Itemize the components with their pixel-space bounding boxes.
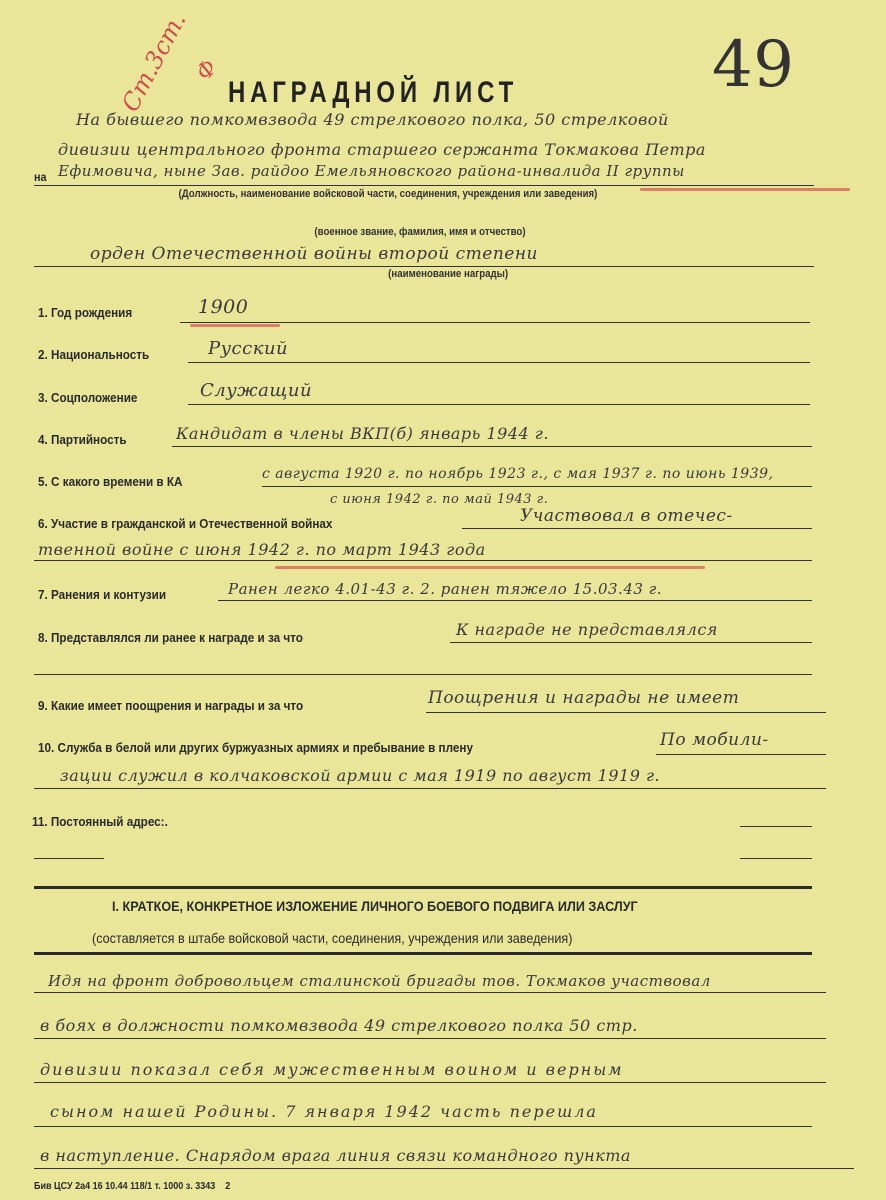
merit-line-4: сыном нашей Родины. 7 января 1942 часть перешла xyxy=(50,1102,598,1121)
form-rule-line xyxy=(34,1038,826,1039)
field-value-birth-year: 1900 xyxy=(198,296,249,318)
award-name: орден Отечественной войны второй степени xyxy=(90,244,538,264)
field-value-war-participation: Участвовал в отечес- xyxy=(520,506,733,526)
field-label-social-status: 3. Соцположение xyxy=(38,390,138,405)
field-value-war-participation-2: твенной войне с июня 1942 г. по март 1943 года xyxy=(38,540,486,559)
red-underline xyxy=(275,566,705,569)
section-subheading: (составляется в штабе войсковой части, соединения, учреждения или заведения) xyxy=(92,930,573,946)
form-rule-line xyxy=(34,560,812,561)
form-rule-line xyxy=(740,826,812,827)
field-value-previous-awards: К награде не представлялся xyxy=(456,620,718,639)
field-value-wounds: Ранен легко 4.01-43 г. 2. ранен тяжело 15.03.43 г. xyxy=(228,580,663,598)
red-underline xyxy=(190,324,280,327)
field-label-commendations: 9. Какие имеет поощрения и награды и за что xyxy=(38,698,304,713)
red-annotation-2: Ф xyxy=(191,55,223,86)
section-heading: I. КРАТКОЕ, КОНКРЕТНОЕ ИЗЛОЖЕНИЕ ЛИЧНОГО БОЕВОГО ПОДВИГА ИЛИ ЗАСЛУГ xyxy=(112,898,638,914)
form-rule-line xyxy=(180,322,810,323)
form-rule-line xyxy=(740,858,812,859)
field-label-white-army: 10. Служба в белой или других буржуазных армиях и пребывание в плену xyxy=(38,740,473,755)
form-rule-line xyxy=(34,992,826,993)
field-value-social-status: Служащий xyxy=(200,380,313,401)
document-title: НАГРАДНОЙ ЛИСТ xyxy=(228,76,519,109)
merit-line-3: дивизии показал себя мужественным воином и верным xyxy=(40,1060,624,1079)
form-rule-line xyxy=(34,266,814,267)
field-label-address: 11. Постоянный адрес:. xyxy=(32,814,168,829)
field-label-wounds: 7. Ранения и контузии xyxy=(38,587,167,602)
form-rule-line xyxy=(34,952,812,955)
print-footer: Бив ЦСУ 2а4 16 10.44 118/1 т. 1000 з. 3343 2 xyxy=(34,1181,231,1192)
field-value-service-since: с августа 1920 г. по ноябрь 1923 г., с мая 1937 г. по июнь 1939, xyxy=(262,466,774,482)
form-rule-line xyxy=(462,528,812,529)
caption-award: (наименование награды) xyxy=(388,268,509,280)
form-rule-line xyxy=(34,1168,854,1169)
form-rule-line xyxy=(426,712,826,713)
header-prefix: на xyxy=(34,170,47,184)
field-label-service-since: 5. С какого времени в КА xyxy=(38,474,183,489)
field-label-party: 4. Партийность xyxy=(38,432,127,447)
form-rule-line xyxy=(172,446,812,447)
field-value-commendations: Поощрения и награды не имеет xyxy=(428,688,740,708)
form-rule-line xyxy=(34,1126,812,1127)
form-rule-line xyxy=(34,185,814,186)
sheet-number: 49 xyxy=(712,28,795,102)
form-rule-line xyxy=(34,858,104,859)
merit-line-5: в наступление. Снарядом врага линия связи командного пункта xyxy=(40,1146,631,1165)
field-value-white-army-2: зации служил в колчаковской армии с мая 1919 по август 1919 г. xyxy=(60,766,661,785)
header-line-2: дивизии центрального фронта старшего сержанта Токмакова Петра xyxy=(58,140,706,159)
form-rule-line xyxy=(34,674,812,675)
field-value-party: Кандидат в члены ВКП(б) январь 1944 г. xyxy=(176,424,549,443)
form-rule-line xyxy=(218,600,812,601)
field-label-nationality: 2. Национальность xyxy=(38,347,150,362)
field-value-nationality: Русский xyxy=(208,338,289,359)
red-annotation: Ст.3ст. xyxy=(116,7,192,117)
field-value-white-army: По мобили- xyxy=(660,730,769,750)
form-rule-line xyxy=(450,642,812,643)
merit-line-2: в боях в должности помкомвзвода 49 стрелкового полка 50 стр. xyxy=(40,1016,638,1035)
form-rule-line xyxy=(656,754,826,755)
field-label-war-participation: 6. Участие в гражданской и Отечественной войнах xyxy=(38,516,333,531)
form-rule-line xyxy=(34,886,812,889)
red-underline xyxy=(640,188,850,191)
merit-line-1: Идя на фронт добровольцем сталинской бригады тов. Токмаков участвовал xyxy=(48,972,711,990)
form-rule-line xyxy=(188,362,810,363)
field-value-service-since-2: с июня 1942 г. по май 1943 г. xyxy=(330,492,549,507)
header-line-1: На бывшего помкомвзвода 49 стрелкового полка, 50 стрелковой xyxy=(76,110,669,129)
form-rule-line xyxy=(188,404,810,405)
form-rule-line xyxy=(34,788,826,789)
header-line-3: Ефимовича, ныне Зав. райдоо Емельяновского района-инвалида II группы xyxy=(58,162,685,180)
form-rule-line xyxy=(262,486,812,487)
form-rule-line xyxy=(34,1082,826,1083)
field-label-previous-awards: 8. Представлялся ли ранее к награде и за что xyxy=(38,630,303,645)
caption-name: (военное звание, фамилия, имя и отчество) xyxy=(314,226,526,238)
field-label-birth-year: 1. Год рождения xyxy=(38,305,133,320)
caption-position: (Должность, наименование войсковой части, соединения, учреждения или заведения) xyxy=(178,188,598,200)
